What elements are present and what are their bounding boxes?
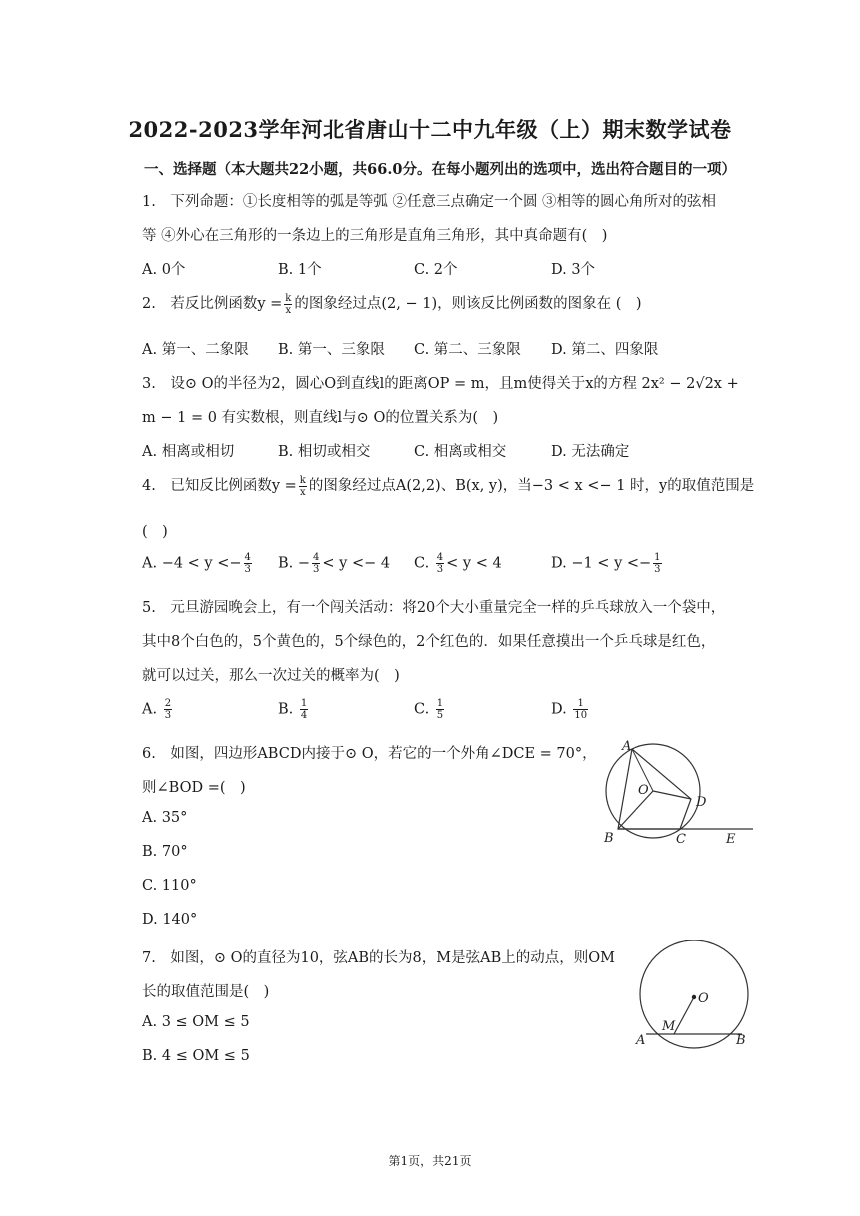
section-heading: 一、选择题（本大题共22小题，共66.0分。在每小题列出的选项中，选出符合题目的一项） [144,161,736,178]
page-title: 2022-2023学年河北省唐山十二中九年级（上）期末数学试卷 [128,117,732,142]
frac-den: x [300,486,306,498]
q6-option-a: A. 35° [142,810,188,826]
frac-num: k [285,292,292,304]
q7-figure-circle-chord [632,940,760,1052]
q5-option-a: A. $\frac{2}{3}$ [142,698,172,721]
q4-stem [142,474,754,498]
q3-option-d: D. 无法确定 [551,444,630,460]
q4-suffix: 的图象经过点A(2,2)、B(x, y)，当−3 < x <− 1 时，y的取值范围是 [308,478,755,494]
q4-line2: ( ) [142,524,168,540]
q1-option-d: D. 3个 [551,262,596,278]
q2-stem [142,292,642,316]
q6-figure-circle-quadrilateral [598,736,758,850]
label-d: D [696,795,707,810]
q3-line1: 3. 设⊙ O的半径为2，圆心O到直线l的距离OP = m，且m使得关于x的方程 2x² − 2√2x + [142,376,739,392]
q4-option-b: B. − $\frac{4}{3}$ < y <− 4 [278,552,391,575]
q1-line1: 1. 下列命题：①长度相等的弧是等弧 ②任意三点确定一个圆 ③相等的圆心角所对的弦相 [142,194,717,210]
q7-line2: 长的取值范围是( ) [142,984,270,1000]
q5-option-b: B. $\frac{1}{4}$ [278,698,308,721]
frac-num: k [299,474,306,486]
q2-option-c: C. 第二、三象限 [414,342,521,358]
q6-line1: 6. 如图，四边形ABCD内接于⊙ O，若它的一个外角∠DCE = 70°， [142,746,597,762]
q1-option-c: C. 2个 [414,262,458,278]
q2-option-b: B. 第一、三象限 [278,342,385,358]
q2-suffix: 的图象经过点(2, − 1)，则该反比例函数的图象在 ( ) [294,296,642,312]
label-o: O [638,783,649,798]
label-o: O [698,991,709,1006]
q2-option-d: D. 第二、四象限 [551,342,659,358]
label-b: B [736,1033,746,1048]
q2-fraction [284,293,292,316]
q5-option-d: D. $\frac{1}{10}$ [551,698,588,721]
q1-option-a: A. 0个 [142,262,186,278]
q4-option-d: D. −1 < y <− $\frac{1}{3}$ [551,552,661,575]
q7-option-b: B. 4 ≤ OM ≤ 5 [142,1048,250,1064]
frac-den: x [285,304,292,316]
label-a: A [622,739,632,754]
q3-line2: m − 1 = 0 有实数根，则直线l与⊙ O的位置关系为( ) [142,410,499,426]
q3-option-b: B. 相切或相交 [278,444,371,460]
q5-line3: 就可以过关，那么一次过关的概率为( ) [142,668,400,684]
q2-option-a: A. 第一、二象限 [142,342,249,358]
q7-line1: 7. 如图，⊙ O的直径为10，弦AB的长为8，M是弦AB上的动点，则OM [142,950,615,966]
q3-option-c: C. 相离或相交 [414,444,507,460]
q5-line2: 其中8个白色的，5个黄色的，5个绿色的，2个红色的．如果任意摸出一个乒乓球是红色， [142,634,716,650]
q3-option-a: A. 相离或相切 [142,444,235,460]
q6-option-d: D. 140° [142,912,198,928]
label-m: M [662,1019,676,1034]
q7-option-a: A. 3 ≤ OM ≤ 5 [142,1014,250,1030]
q4-prefix: 4. 已知反比例函数y = [142,478,297,494]
label-c: C [676,832,686,847]
q2-prefix: 2. 若反比例函数y = [142,296,283,312]
q6-line2: 则∠BOD =( ) [142,780,246,796]
q4-fraction [299,475,307,498]
q4-option-a: A. −4 < y <− $\frac{4}{3}$ [142,552,251,575]
q4-option-c: C. $\frac{4}{3}$ < y < 4 [414,552,502,575]
q6-option-b: B. 70° [142,844,188,860]
q1-option-b: B. 1个 [278,262,322,278]
label-b: B [604,831,614,846]
q1-line2: 等 ④外心在三角形的一条边上的三角形是直角三角形，其中真命题有( ) [142,228,608,244]
label-e: E [726,832,736,847]
label-a: A [636,1033,646,1048]
q6-option-c: C. 110° [142,878,197,894]
q5-option-c: C. $\frac{1}{5}$ [414,698,444,721]
q5-line1: 5. 元旦游园晚会上，有一个闯关活动：将20个大小重量完全一样的乒乓球放入一个袋中， [142,600,726,616]
page-footer: 第1页，共21页 [388,1154,472,1168]
